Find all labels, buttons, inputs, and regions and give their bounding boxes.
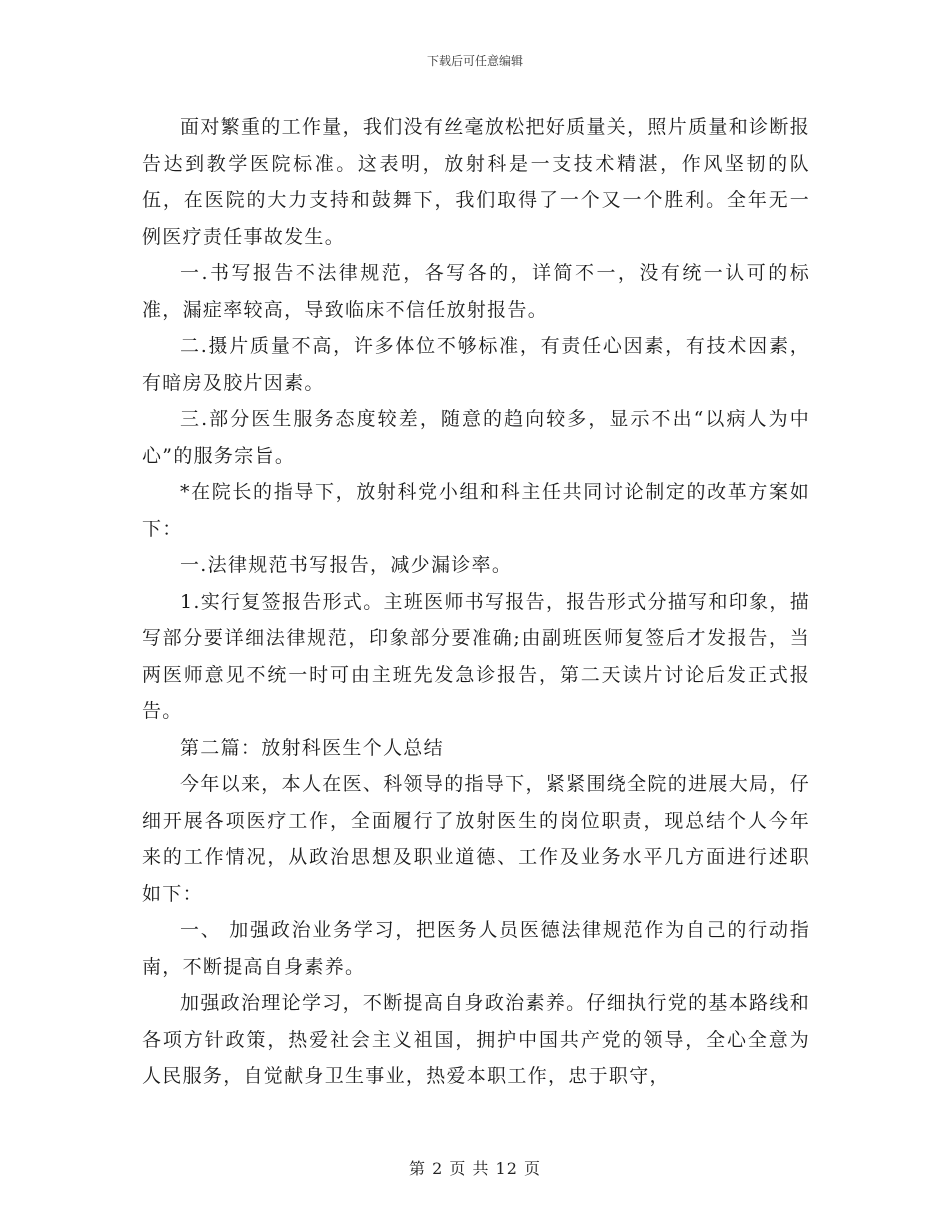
page-header: 下载后可任意编辑 bbox=[426, 54, 523, 68]
paragraph-2: 一.书写报告不法律规范，各写各的，详简不一，没有统一认可的标准，漏症率较高，导致临床不信任放射报告。 bbox=[142, 262, 810, 321]
paragraph-1: 面对繁重的工作量，我们没有丝毫放松把好质量关，照片质量和诊断报告达到教学医院标准。这表明，放射科是一支技术精湛，作风坚韧的队伍，在医院的大力支持和鼓舞下，我们取得了一个又一个胜利。全年无一例医疗责任事故发生。 bbox=[142, 116, 810, 248]
paragraph-3: 二.摄片质量不高，许多体位不够标准，有责任心因素，有技术因素，有暗房及胶片因素。 bbox=[142, 335, 810, 394]
paragraph-7: 1.实行复签报告形式。主班医师书写报告，报告形式分描写和印象，描写部分要详细法律规范，印象部分要准确;由副班医师复签后才发报告，当两医师意见不统一时可由主班先发急诊报告，第二天读片讨论后发正式报告。 bbox=[142, 590, 810, 722]
paragraph-6: 一.法律规范书写报告，减少漏诊率。 bbox=[180, 554, 513, 576]
paragraph-8: 今年以来，本人在医、科领导的指导下，紧紧围绕全院的进展大局，仔细开展各项医疗工作，全面履行了放射医生的岗位职责，现总结个人今年来的工作情况，从政治思想及职业道德、工作及业务水平几方面进行述职如下： bbox=[142, 773, 810, 905]
paragraph-4: 三.部分医生服务态度较差，随意的趋向较多，显示不出“以病人为中心”的服务宗旨。 bbox=[142, 408, 810, 467]
section-heading: 第二篇：放射科医生个人总结 bbox=[180, 736, 444, 759]
document-body bbox=[142, 109, 810, 1095]
paragraph-9: 一、 加强政治业务学习，把医务人员医德法律规范作为自己的行动指南，不断提高自身素养。 bbox=[142, 919, 810, 978]
page-number: 第 2 页 共 12 页 bbox=[409, 1159, 541, 1178]
paragraph-5: *在院长的指导下，放射科党小组和科主任共同讨论制定的改革方案如下： bbox=[142, 481, 810, 540]
paragraph-10: 加强政治理论学习，不断提高自身政治素养。仔细执行党的基本路线和各项方针政策，热爱社会主义祖国，拥护中国共产党的领导，全心全意为人民服务，自觉献身卫生事业，热爱本职工作，忠于职守， bbox=[142, 992, 810, 1087]
